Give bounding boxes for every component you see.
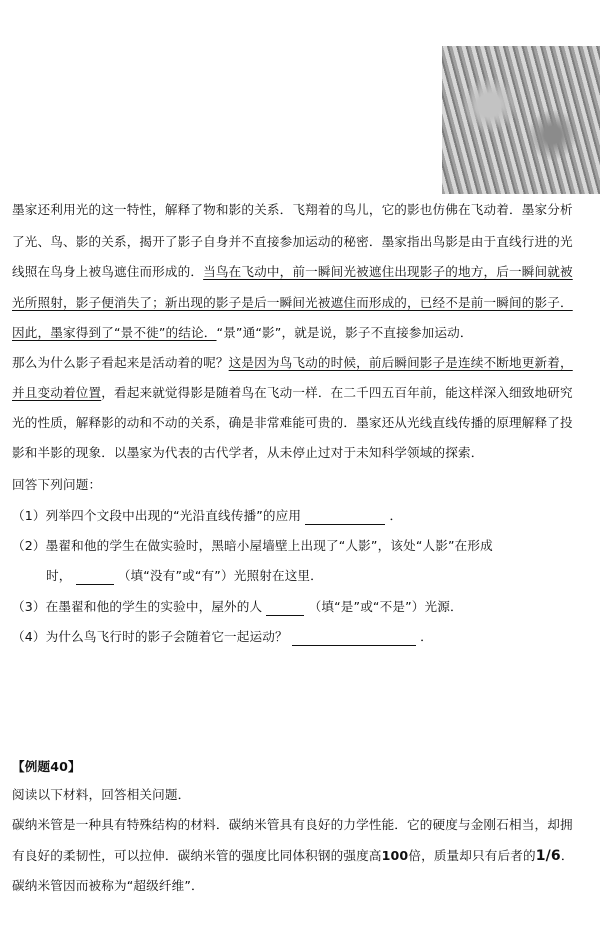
passage-line: 影和半影的现象．以墨家为代表的古代学者，从未停止过对于未知科学领域的探索． (12, 445, 484, 460)
answer-blank-2[interactable] (76, 570, 114, 585)
question-1: （1）列举四个文段中出现的“光沿直线传播”的应用 ． (12, 508, 403, 523)
illustration-photo (442, 46, 600, 194)
example-intro: 阅读以下材料，回答相关问题． (12, 787, 191, 802)
example-line: 碳纳米管因而被称为“超级纤维”． (12, 878, 204, 893)
question-4: （4）为什么鸟飞行时的影子会随着它一起运动？ ． (12, 629, 433, 644)
question-2: （2）墨翟和他的学生在做实验时，黑暗小屋墙壁上出现了“人影”，该处“人影”在形成 (12, 538, 493, 553)
questions-prompt: 回答下列问题： (12, 477, 102, 492)
passage-line: 了光、鸟、影的关系，揭开了影子自身并不直接参加运动的秘密．墨家指出鸟影是由于直线行进的光 (12, 234, 573, 249)
passage-line: 并且变动着位置，看起来就觉得影是随着鸟在飞动一样．在二千四五百年前，能这样深入细致地研究 (12, 385, 573, 400)
answer-blank-4[interactable] (292, 631, 416, 646)
example-title: 【例题40】 (12, 759, 81, 774)
example-line: 碳纳米管是一种具有特殊结构的材料．碳纳米管具有良好的力学性能．它的硬度与金刚石相当，却拥 (12, 817, 573, 832)
question-3: （3）在墨翟和他的学生的实验中，屋外的人 （填“是”或“不是”）光源． (12, 599, 463, 614)
passage-line: 那么为什么影子看起来是活动着的呢？这是因为鸟飞动的时候，前后瞬间影子是连续不断地更新着， (12, 355, 573, 370)
answer-blank-3[interactable] (266, 601, 304, 616)
passage-line: 线照在鸟身上被鸟遮住而形成的．当鸟在飞动中，前一瞬间光被遮住出现影子的地方，后一瞬间就被 (12, 264, 573, 279)
passage-line: 墨家还利用光的这一特性，解释了物和影的关系．飞翔着的鸟儿，它的影也仿佛在飞动着．墨家分析 (12, 202, 573, 217)
passage-line: 光所照射，影子便消失了；新出现的影子是后一瞬间光被遮住而形成的，已经不是前一瞬间的影子． (12, 295, 573, 310)
passage-line: 因此，墨家得到了“景不徙”的结论．“景”通“影”，就是说，影子不直接参加运动． (12, 325, 473, 340)
question-2-cont: 时， （填“没有”或“有”）光照射在这里． (46, 568, 323, 583)
example-line: 有良好的柔韧性，可以拉伸．碳纳米管的强度比同体积钢的强度高100倍，质量却只有后者的1/6． (12, 848, 574, 864)
passage-line: 光的性质，解释影的动和不动的关系，确是非常难能可贵的．墨家还从光线直线传播的原理解释了投 (12, 415, 573, 430)
answer-blank-1[interactable] (305, 510, 385, 525)
